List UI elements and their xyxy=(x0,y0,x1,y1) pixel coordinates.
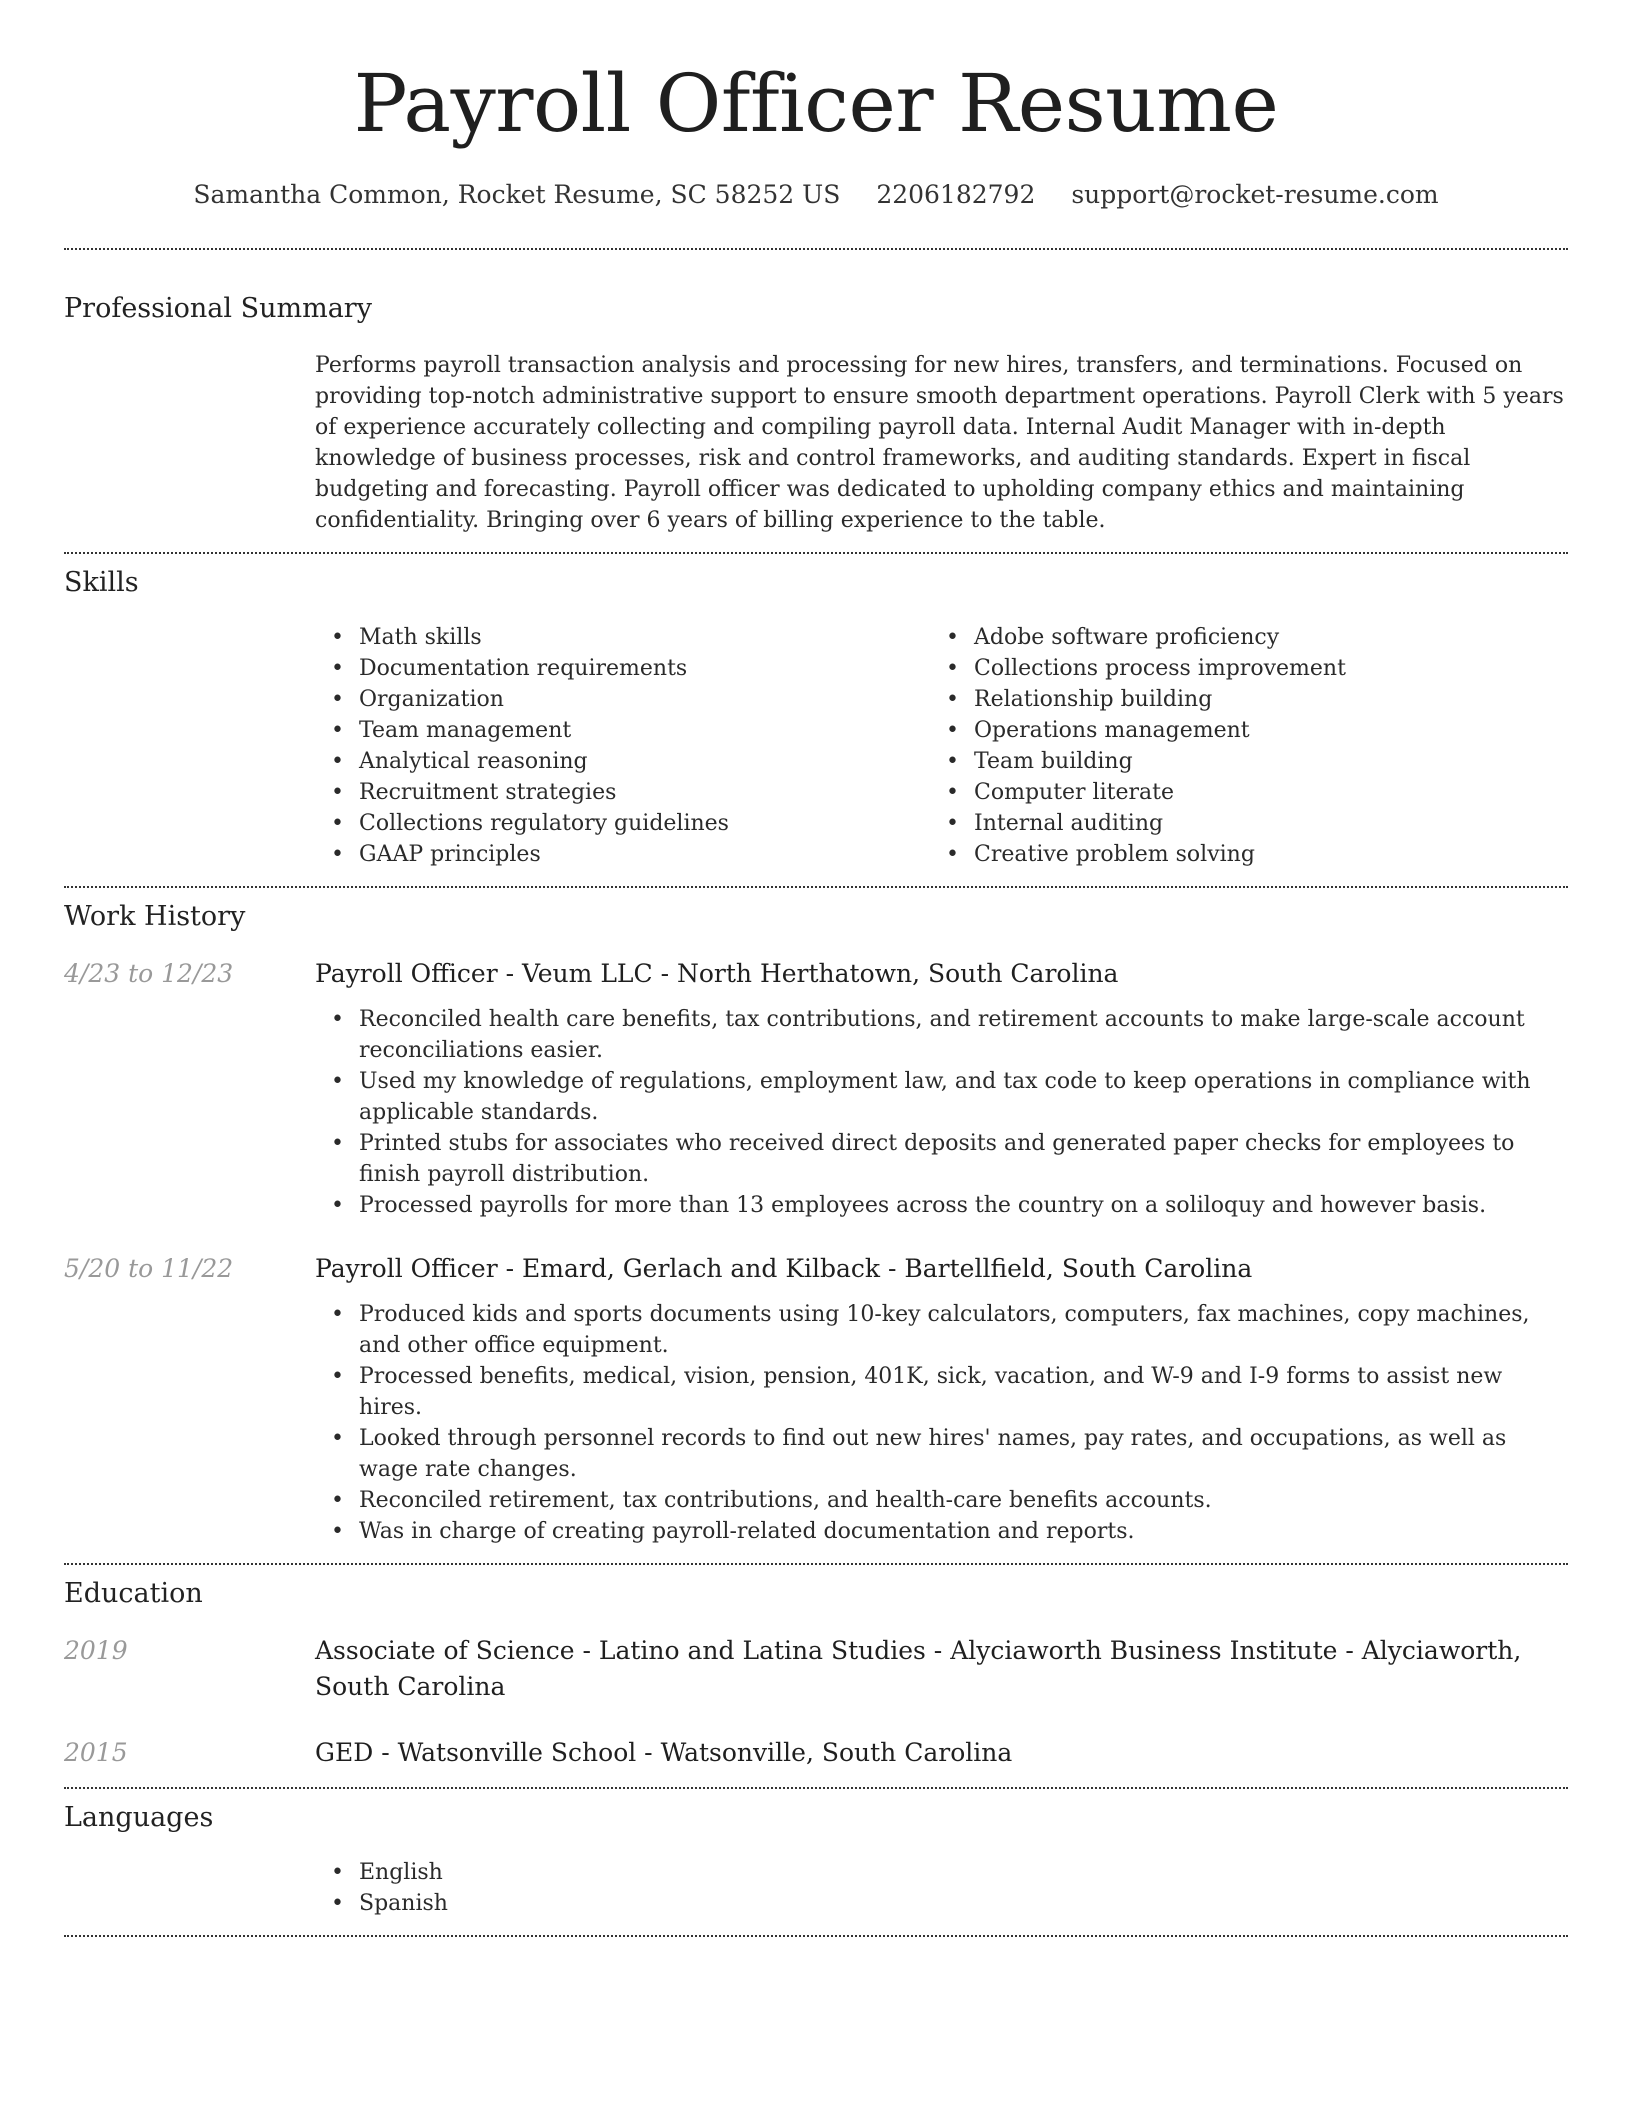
work-heading: Work History xyxy=(64,901,246,932)
list-item: • Reconciled retirement, tax contributions, and health-care benefits accounts. xyxy=(315,1485,1568,1516)
list-item: • Relationship building xyxy=(930,684,1545,715)
entry-body xyxy=(315,1251,1568,1547)
divider xyxy=(64,886,1568,888)
summary-heading: Professional Summary xyxy=(64,293,372,324)
education-entry xyxy=(64,1735,1568,1771)
summary-section xyxy=(64,292,1568,552)
entry-title: Associate of Science - Latino and Latina Studies - Alyciaworth Business Institute - Alyciaworth, South Carolina xyxy=(315,1636,1522,1701)
skills-section xyxy=(64,566,1568,886)
contact-line xyxy=(64,178,1568,212)
page-title: Payroll Officer Resume xyxy=(353,57,1279,150)
list-item: • Documentation requirements xyxy=(315,653,930,684)
work-entry xyxy=(64,956,1568,1221)
list-item: • Spanish xyxy=(315,1888,1568,1919)
list-item: • Math skills xyxy=(315,622,930,653)
entry-title: Payroll Officer - Emard, Gerlach and Kilback - Bartellfield, South Carolina xyxy=(315,1254,1253,1283)
list-item: • Processed payrolls for more than 13 employees across the country on a soliloquy and however basis. xyxy=(315,1190,1568,1221)
list-item: • Reconciled health care benefits, tax contributions, and retirement accounts to make large-scale account reconciliations easier. xyxy=(315,1004,1568,1066)
divider xyxy=(64,248,1568,250)
education-entry xyxy=(64,1633,1568,1705)
divider xyxy=(64,552,1568,554)
entry-title: GED - Watsonville School - Watsonville, South Carolina xyxy=(315,1738,1013,1767)
list-item: • Collections process improvement xyxy=(930,653,1545,684)
work-entry xyxy=(64,1251,1568,1547)
contact-address: Samantha Common, Rocket Resume, SC 58252 US xyxy=(193,180,841,209)
languages-content xyxy=(315,1857,1568,1919)
list-item: • Produced kids and sports documents using 10-key calculators, computers, fax machines, copy machines, and other office equipment. xyxy=(315,1299,1568,1361)
list-item: • Adobe software proficiency xyxy=(930,622,1545,653)
languages-heading: Languages xyxy=(64,1802,214,1833)
list-item: • GAAP principles xyxy=(315,839,930,870)
entry-body xyxy=(315,1735,1568,1771)
list-item: • Recruitment strategies xyxy=(315,777,930,808)
entry-date: 2015 xyxy=(64,1738,128,1767)
entry-body xyxy=(315,956,1568,1221)
list-item: • Team management xyxy=(315,715,930,746)
list-item: • Used my knowledge of regulations, employment law, and tax code to keep operations in compliance with applicable standards. xyxy=(315,1066,1568,1128)
education-heading: Education xyxy=(64,1578,203,1609)
list-item: • Analytical reasoning xyxy=(315,746,930,777)
languages-section xyxy=(64,1801,1568,1935)
languages-list xyxy=(315,1857,1568,1919)
list-item: • Operations management xyxy=(930,715,1545,746)
contact-email: support@rocket-resume.com xyxy=(1071,180,1439,209)
entry-bullets xyxy=(315,1004,1568,1221)
entry-date: 2019 xyxy=(64,1636,128,1665)
entry-body xyxy=(315,1633,1568,1705)
skills-list-left xyxy=(315,622,930,870)
entry-date: 5/20 to 11/22 xyxy=(64,1254,234,1283)
divider xyxy=(64,1935,1568,1937)
list-item: • Looked through personnel records to find out new hires' names, pay rates, and occupations, as well as wage rate changes. xyxy=(315,1423,1568,1485)
list-item: • Team building xyxy=(930,746,1545,777)
contact-phone: 2206182792 xyxy=(876,180,1036,209)
divider xyxy=(64,1787,1568,1789)
entry-date: 4/23 to 12/23 xyxy=(64,959,234,988)
education-section xyxy=(64,1577,1568,1787)
list-item: • Creative problem solving xyxy=(930,839,1545,870)
list-item: • Organization xyxy=(315,684,930,715)
list-item: • Printed stubs for associates who received direct deposits and generated paper checks for employees to finish payroll distribution. xyxy=(315,1128,1568,1190)
skills-list-right xyxy=(930,622,1545,870)
list-item: • Collections regulatory guidelines xyxy=(315,808,930,839)
skills-heading: Skills xyxy=(64,567,139,598)
summary-text: Performs payroll transaction analysis and processing for new hires, transfers, and terminations. Focused on providing top-notch administrative support to ensure smooth department operations. Payroll Clerk with 5 years of experience accurately collecting and compiling payroll data. Internal Audit Manager with in-depth knowledge of business processes, risk and control frameworks, and auditing standards. Expert in fiscal budgeting and forecasting. Payroll officer was dedicated to upholding company ethics and maintaining confidentiality. Bringing over 6 years of billing experience to the table. xyxy=(315,353,1564,533)
divider xyxy=(64,1563,1568,1565)
list-item: • Computer literate xyxy=(930,777,1545,808)
list-item: • Processed benefits, medical, vision, pension, 401K, sick, vacation, and W-9 and I-9 forms to assist new hires. xyxy=(315,1361,1568,1423)
list-item: • Was in charge of creating payroll-related documentation and reports. xyxy=(315,1516,1568,1547)
entry-title: Payroll Officer - Veum LLC - North Herthatown, South Carolina xyxy=(315,959,1119,988)
list-item: • Internal auditing xyxy=(930,808,1545,839)
work-section xyxy=(64,900,1568,1563)
entry-bullets xyxy=(315,1299,1568,1547)
skills-grid xyxy=(315,622,1568,870)
list-item: • English xyxy=(315,1857,1568,1888)
